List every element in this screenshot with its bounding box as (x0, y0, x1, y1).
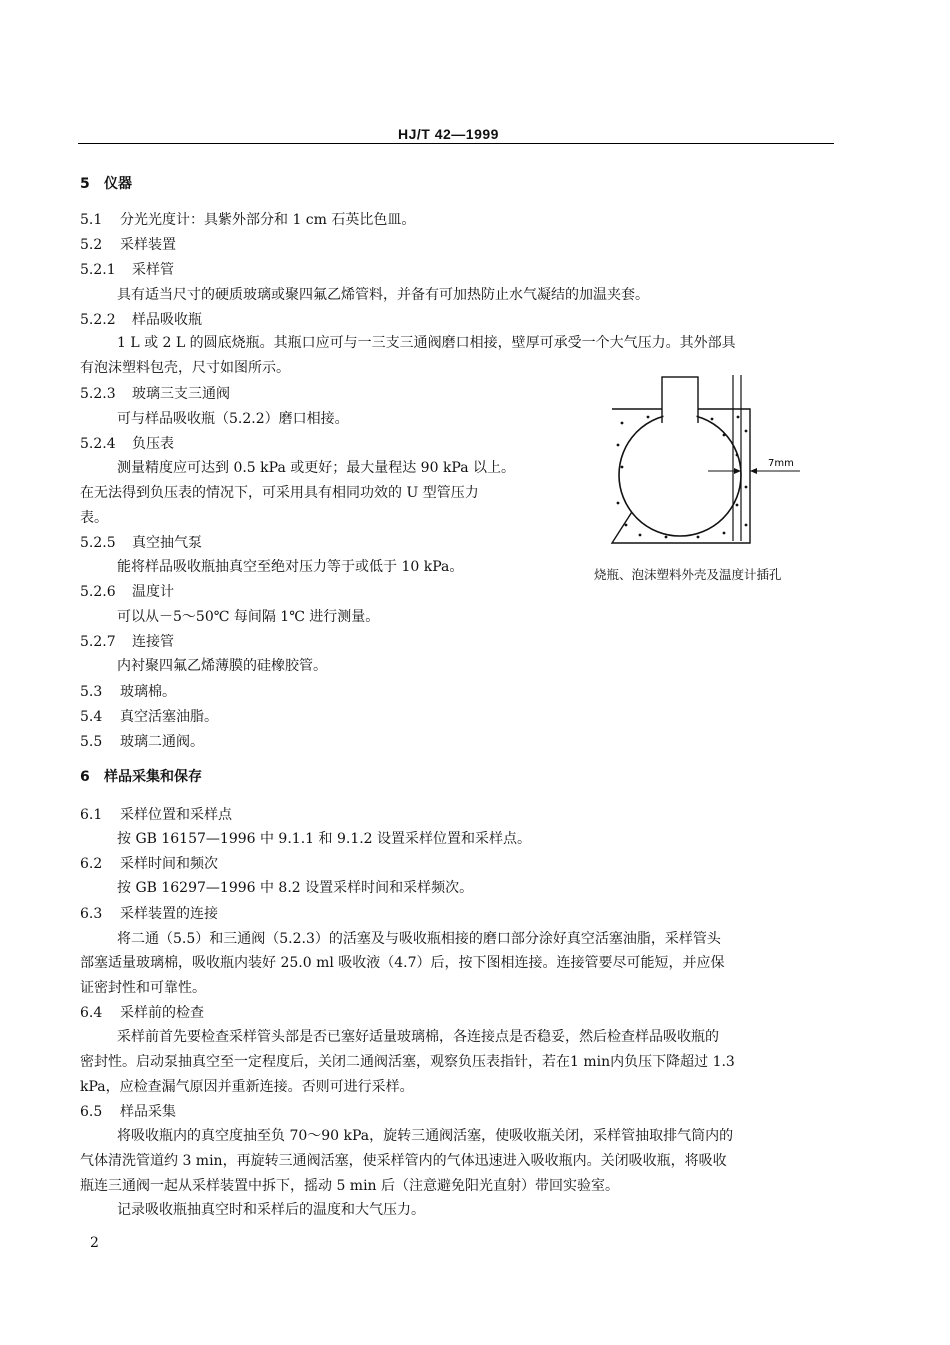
section-5-heading: 5 仪器 (80, 176, 132, 192)
page-number: 2 (90, 1235, 99, 1251)
section-6-1-heading: 6.1 采样位置和采样点 (80, 807, 232, 823)
section-5-2-5-heading: 5.2.5 真空抽气泵 (80, 535, 202, 551)
section-6-5-body-line1: 将吸收瓶内的真空度抽至负 70～90 kPa，旋转三通阀活塞，使吸收瓶关闭，采样管抽取排气筒内的 (117, 1128, 734, 1144)
section-5-2-4-body-line1: 测量精度应可达到 0.5 kPa 或更好；最大量程达 90 kPa 以上。 (117, 460, 516, 476)
flask-diagram (600, 375, 840, 575)
section-5-2-2-body-line1: 1 L 或 2 L 的圆底烧瓶。其瓶口应可与一三支三通阀磨口相接，壁厚可承受一个大气压力。其外部具 (117, 335, 736, 351)
section-6-3-body-line2: 部塞适量玻璃棉，吸收瓶内装好 25.0 ml 吸收液（4.7）后，按下图相连接。连接管要尽可能短，并应保 (80, 955, 725, 971)
section-6-4-body-line2: 密封性。启动泵抽真空至一定程度后，关闭二通阀活塞，观察负压表指针，若在1 min内负压下降超过 1.3 (80, 1054, 735, 1070)
section-5-2-4-heading: 5.2.4 负压表 (80, 436, 174, 452)
section-5-2-3-body: 可与样品吸收瓶（5.2.2）磨口相接。 (117, 411, 349, 427)
section-5-2-1-heading: 5.2.1 采样管 (80, 262, 174, 278)
section-5-1: 5.1 分光光度计：具紫外部分和 1 cm 石英比色皿。 (80, 212, 416, 228)
section-5-2-6-heading: 5.2.6 温度计 (80, 584, 174, 600)
section-6-4-heading: 6.4 采样前的检查 (80, 1005, 204, 1021)
section-6-4-body-line1: 采样前首先要检查采样管头部是否已塞好适量玻璃棉，各连接点是否稳妥，然后检查样品吸收瓶的 (117, 1029, 719, 1045)
section-5-5: 5.5 玻璃二通阀。 (80, 734, 204, 750)
section-6-5-heading: 6.5 样品采集 (80, 1104, 176, 1120)
section-5-3: 5.3 玻璃棉。 (80, 684, 176, 700)
section-5-2: 5.2 采样装置 (80, 237, 176, 253)
section-6-3-body-line1: 将二通（5.5）和三通阀（5.2.3）的活塞及与吸收瓶相接的磨口部分涂好真空活塞油脂，采样管头 (117, 931, 721, 947)
section-5-2-2-body-line2: 有泡沫塑料包壳，尺寸如图所示。 (80, 360, 290, 376)
flask-body (619, 414, 741, 536)
section-5-2-4-body-line2: 在无法得到负压表的情况下，可采用具有相同功效的 U 型管压力 (80, 485, 479, 501)
section-6-3-body-line3: 证密封性和可靠性。 (80, 980, 206, 996)
section-6-3-heading: 6.3 采样装置的连接 (80, 906, 218, 922)
section-6-5-body-line2: 气体清洗管道约 3 min，再旋转三通阀活塞，使采样管内的气体迅速进入吸收瓶内。关闭吸收瓶，将吸收 (80, 1153, 727, 1169)
section-5-2-4-body-line3: 表。 (80, 510, 108, 526)
standard-code: HJ/T 42—1999 (398, 126, 499, 142)
section-6-5-body-line3: 瓶连三通阀一起从采样装置中拆下，摇动 5 min 后（注意避免阳光直射）带回实验室。 (80, 1178, 620, 1194)
section-5-2-2-heading: 5.2.2 样品吸收瓶 (80, 312, 202, 328)
section-6-1-body: 按 GB 16157—1996 中 9.1.1 和 9.1.2 设置采样位置和采样点。 (117, 831, 532, 847)
section-5-2-1-body: 具有适当尺寸的硬质玻璃或聚四氟乙烯管料，并备有可加热防止水气凝结的加温夹套。 (117, 287, 649, 303)
section-6-2-heading: 6.2 采样时间和频次 (80, 856, 218, 872)
dimension-label: 7mm (768, 458, 794, 469)
section-6-4-body-line3: kPa，应检查漏气原因并重新连接。否则可进行采样。 (80, 1079, 414, 1095)
section-6-heading: 6 样品采集和保存 (80, 769, 202, 785)
section-5-2-7-heading: 5.2.7 连接管 (80, 634, 174, 650)
section-6-5-body-line4: 记录吸收瓶抽真空时和采样后的温度和大气压力。 (117, 1202, 425, 1218)
section-5-4: 5.4 真空活塞油脂。 (80, 709, 218, 725)
section-5-2-6-body: 可以从－5～50℃ 每间隔 1℃ 进行测量。 (117, 609, 380, 625)
section-6-2-body: 按 GB 16297—1996 中 8.2 设置采样时间和采样频次。 (117, 880, 474, 896)
section-5-2-7-body: 内衬聚四氟乙烯薄膜的硅橡胶管。 (117, 658, 327, 674)
section-5-2-5-body: 能将样品吸收瓶抽真空至绝对压力等于或低于 10 kPa。 (117, 559, 464, 575)
figure-caption: 烧瓶、泡沫塑料外壳及温度计插孔 (594, 567, 782, 582)
section-5-2-3-heading: 5.2.3 玻璃三支三通阀 (80, 386, 230, 402)
header-rule (78, 143, 834, 144)
